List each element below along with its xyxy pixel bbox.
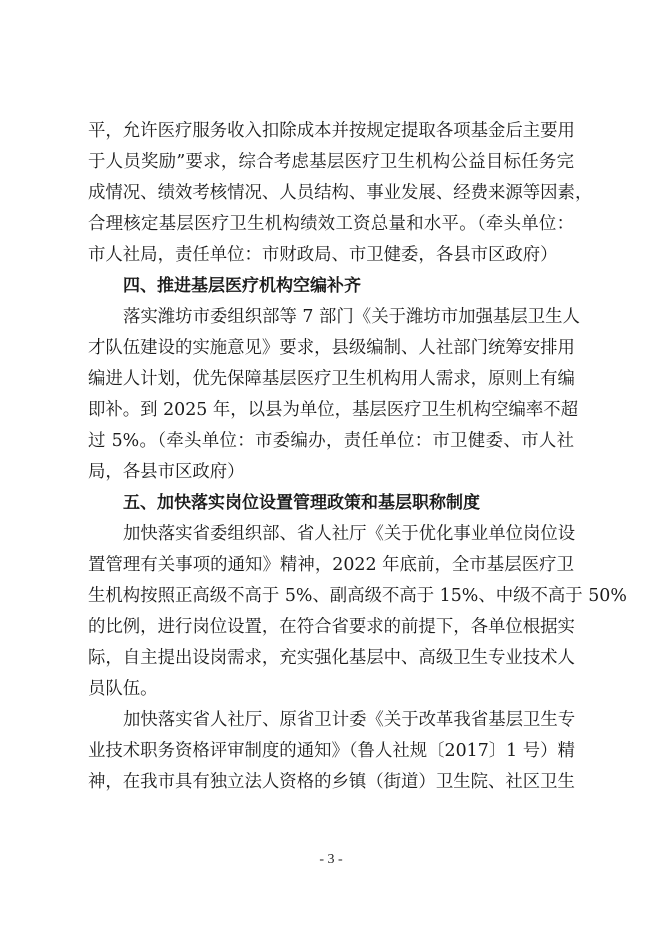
text-line: 于人员奖励”要求，综合考虑基层医疗卫生机构公益目标任务完 bbox=[88, 152, 574, 172]
text-line: 市人社局，责任单位：市财政局、市卫健委，各县市区政府） bbox=[88, 245, 558, 265]
text-line: 才队伍建设的实施意见》要求，县级编制、人社部门统筹安排用 bbox=[88, 338, 575, 358]
section-5-paragraph-1 bbox=[88, 519, 627, 705]
text-line: 加快落实省委组织部、省人社厅《关于优化事业单位岗位设 bbox=[123, 524, 576, 544]
section-4-heading: 四、推进基层医疗机构空编补齐 bbox=[123, 276, 361, 296]
document-page bbox=[88, 116, 627, 798]
text-line: 的比例，进行岗位设置，在符合省要求的前提下，各单位根据实 bbox=[88, 617, 575, 637]
text-line: 即补。到 2025 年，以县为单位，基层医疗卫生机构空编率不超 bbox=[88, 400, 579, 420]
text-line: 置管理有关事项的通知》精神，2022 年底前，全市基层医疗卫 bbox=[88, 555, 574, 575]
text-line: 合理核定基层医疗卫生机构绩效工资总量和水平。（牵头单位： bbox=[88, 214, 574, 234]
text-line: 过 5%。（牵头单位：市委编办，责任单位：市卫健委、市人社 bbox=[88, 431, 574, 451]
section-4-paragraph bbox=[88, 302, 580, 488]
section-5-paragraph-2 bbox=[88, 705, 574, 798]
text-line: 编进人计划，优先保障基层医疗卫生机构用人需求，原则上有编 bbox=[88, 369, 575, 389]
text-line: 际，自主提出设岗需求，充实强化基层中、高级卫生专业技术人 bbox=[88, 648, 575, 668]
text-line: 员队伍。 bbox=[88, 679, 158, 699]
text-line: 落实潍坊市委组织部等 7 部门《关于潍坊市加强基层卫生人 bbox=[123, 307, 580, 327]
page-number: - 3 - bbox=[319, 852, 343, 867]
paragraph-continued bbox=[88, 116, 593, 271]
text-line: 生机构按照正高级不高于 5%、副高级不高于 15%、中级不高于 50% bbox=[88, 586, 627, 606]
text-line: 局，各县市区政府） bbox=[88, 462, 245, 482]
section-5-heading: 五、加快落实岗位设置管理政策和基层职称制度 bbox=[123, 493, 480, 513]
text-line: 成情况、绩效考核情况、人员结构、事业发展、经费来源等因素， bbox=[88, 183, 593, 203]
text-line: 业技术职务资格评审制度的通知》（鲁人社规〔2017〕1 号）精 bbox=[88, 741, 575, 761]
text-line: 神，在我市具有独立法人资格的乡镇（街道）卫生院、社区卫生 bbox=[88, 772, 575, 792]
text-line: 平，允许医疗服务收入扣除成本并按规定提取各项基金后主要用 bbox=[88, 121, 575, 141]
text-line: 加快落实省人社厅、原省卫计委《关于改革我省基层卫生专 bbox=[123, 710, 576, 730]
